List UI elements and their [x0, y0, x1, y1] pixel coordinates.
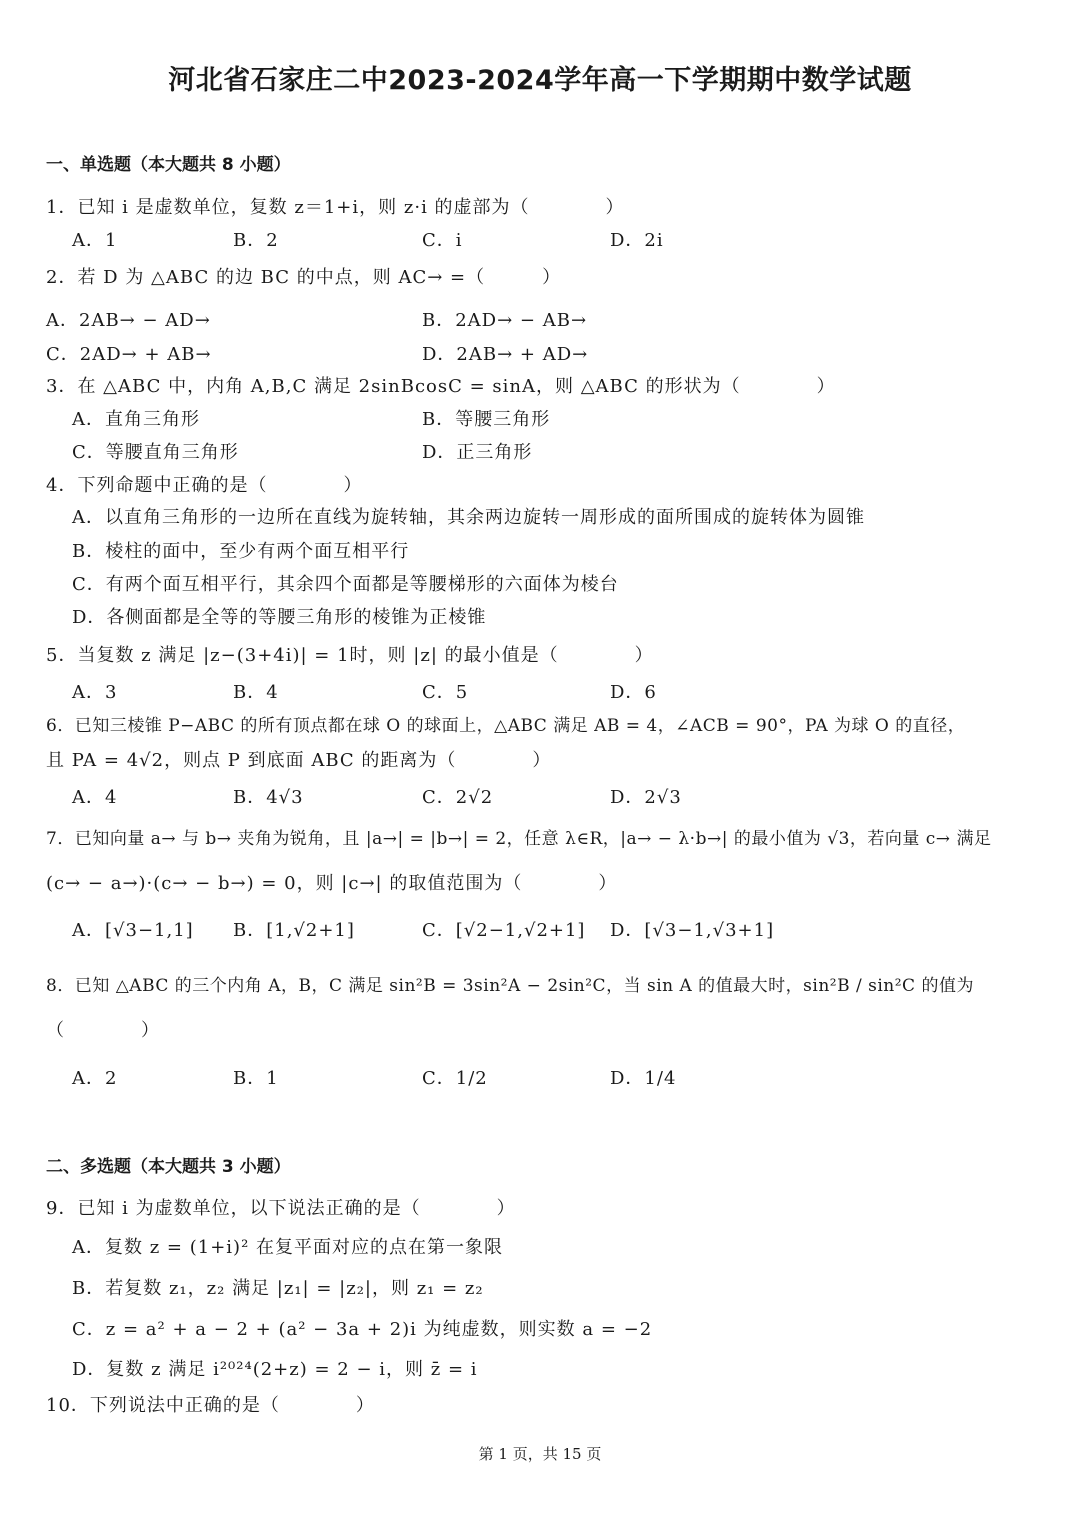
question-7-option-d: D．[√3−1,√3+1] — [610, 920, 775, 941]
question-2-option-d: D．2AB→ + AD→ — [422, 344, 589, 365]
question-1-option-b: B．2 — [233, 230, 279, 251]
question-5-option-c: C．5 — [422, 682, 469, 703]
question-5-option-b: B．4 — [233, 682, 279, 703]
question-3-option-b: B．等腰三角形 — [422, 409, 551, 430]
question-1-option-d: D．2i — [610, 230, 664, 251]
question-3-stem: 3．在 △ABC 中，内角 A,B,C 满足 2sinBcosC = sinA，则 △ABC 的形状为（ ） — [46, 376, 836, 397]
question-1-stem: 1．已知 i 是虚数单位，复数 z＝1+i，则 z·i 的虚部为（ ） — [46, 197, 625, 218]
question-2-option-b: B．2AD→ − AB→ — [422, 310, 588, 331]
page-footer: 第 1 页，共 15 页 — [478, 1445, 602, 1463]
question-2-option-c: C．2AD→ + AB→ — [46, 344, 212, 365]
question-4-option-d: D．各侧面都是全等的等腰三角形的棱锥为正棱锥 — [72, 607, 487, 628]
question-6-option-a: A．4 — [72, 787, 118, 808]
question-5-option-a: A．3 — [72, 682, 118, 703]
question-9-option-d: D．复数 z 满足 i²⁰²⁴(2+z) = 2 − i，则 z̄ = i — [72, 1359, 478, 1380]
page-title: 河北省石家庄二中2023-2024学年高一下学期期中数学试题 — [168, 65, 912, 96]
question-1-option-a: A．1 — [72, 230, 118, 251]
question-3-option-a: A．直角三角形 — [72, 409, 200, 430]
question-8-option-c: C．1/2 — [422, 1068, 488, 1089]
question-4-option-a: A．以直角三角形的一边所在直线为旋转轴，其余两边旋转一周形成的面所围成的旋转体为圆锥 — [72, 507, 865, 528]
section-title-multiple-choice: 二、多选题（本大题共 3 小题） — [46, 1157, 291, 1177]
question-6-stem-continued: 且 PA = 4√2，则点 P 到底面 ABC 的距离为（ ） — [46, 750, 552, 771]
question-3-option-c: C．等腰直角三角形 — [72, 442, 239, 463]
question-8-stem-continued: （ ） — [46, 1020, 160, 1041]
question-5-stem: 5．当复数 z 满足 |z−(3+4i)| = 1时，则 |z| 的最小值是（ ） — [46, 645, 654, 666]
question-9-option-c: C．z = a² + a − 2 + (a² − 3a + 2)i 为纯虚数，则实数 a = −2 — [72, 1319, 653, 1340]
question-7-option-b: B．[1,√2+1] — [233, 920, 355, 941]
question-7-option-a: A．[√3−1,1] — [72, 920, 194, 941]
question-6-option-d: D．2√3 — [610, 787, 682, 808]
question-6-option-b: B．4√3 — [233, 787, 304, 808]
question-4-stem: 4．下列命题中正确的是（ ） — [46, 475, 363, 496]
question-9-option-a: A．复数 z = (1+i)² 在复平面对应的点在第一象限 — [72, 1237, 504, 1258]
question-5-option-d: D．6 — [610, 682, 657, 703]
question-7-stem: 7．已知向量 a→ 与 b→ 夹角为锐角，且 |a→| = |b→| = 2，任意 λ∈R，|a→ − λ·b→| 的最小值为 √3，若向量 c→ 满足 — [46, 829, 992, 849]
question-9-option-b: B．若复数 z₁，z₂ 满足 |z₁| = |z₂|，则 z₁ = z₂ — [72, 1278, 484, 1299]
question-3-option-d: D．正三角形 — [422, 442, 533, 463]
question-8-option-a: A．2 — [72, 1068, 118, 1089]
question-7-stem-continued: (c→ − a→)·(c→ − b→) = 0，则 |c→| 的取值范围为（ ） — [46, 873, 618, 894]
question-8-option-d: D．1/4 — [610, 1068, 677, 1089]
question-10-stem: 10．下列说法中正确的是（ ） — [46, 1395, 375, 1416]
question-7-option-c: C．[√2−1,√2+1] — [422, 920, 586, 941]
question-4-option-c: C．有两个面互相平行，其余四个面都是等腰梯形的六面体为棱台 — [72, 574, 619, 595]
question-9-stem: 9．已知 i 为虚数单位，以下说法正确的是（ ） — [46, 1198, 516, 1219]
question-6-option-c: C．2√2 — [422, 787, 494, 808]
question-1-option-c: C．i — [422, 230, 463, 251]
question-2-stem: 2．若 D 为 △ABC 的边 BC 的中点，则 AC→ =（ ） — [46, 267, 562, 288]
question-2-option-a: A．2AB→ − AD→ — [46, 310, 211, 331]
question-8-option-b: B．1 — [233, 1068, 279, 1089]
question-6-stem: 6．已知三棱锥 P−ABC 的所有顶点都在球 O 的球面上，△ABC 满足 AB = 4，∠ACB = 90°，PA 为球 O 的直径， — [46, 716, 966, 736]
section-title-single-choice: 一、单选题（本大题共 8 小题） — [46, 155, 291, 175]
question-4-option-b: B．棱柱的面中，至少有两个面互相平行 — [72, 541, 410, 562]
question-8-stem: 8．已知 △ABC 的三个内角 A，B，C 满足 sin²B = 3sin²A − 2sin²C，当 sin A 的值最大时，sin²B / sin²C 的值为 — [46, 976, 974, 996]
